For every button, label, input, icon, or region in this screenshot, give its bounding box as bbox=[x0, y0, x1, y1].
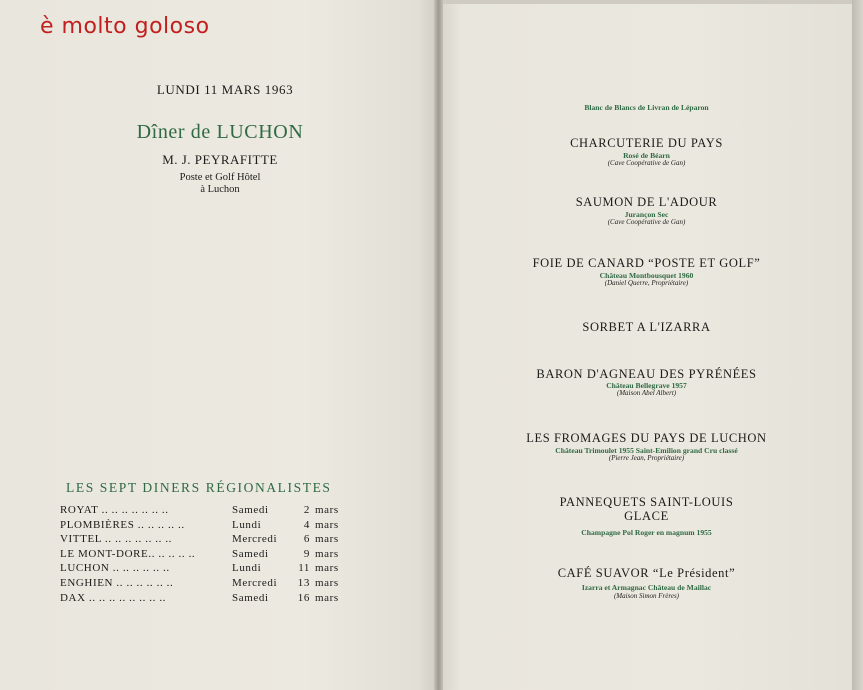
course-wine: Jurançon Sec bbox=[624, 210, 669, 219]
schedule-date: 16 bbox=[297, 591, 310, 604]
table-surface bbox=[852, 0, 863, 690]
dinner-date: LUNDI 11 MARS 1963 bbox=[156, 82, 294, 97]
schedule-list bbox=[60, 504, 360, 606]
schedule-city: LE MONT-DORE.. .. .. .. .. bbox=[60, 547, 196, 560]
schedule-month: mars bbox=[315, 533, 339, 546]
schedule-date: 4 bbox=[303, 518, 310, 531]
course-dish: CAFÉ SUAVOR “Le Président” bbox=[557, 566, 736, 580]
course-dish: SAUMON DE L'ADOUR bbox=[575, 195, 718, 209]
course-maker: (Cave Coopérative de Gan) bbox=[607, 159, 686, 167]
course-maker: (Maison Abel Albert) bbox=[616, 389, 677, 397]
course-dish: FOIE DE CANARD “POSTE ET GOLF” bbox=[532, 256, 761, 270]
schedule-row bbox=[60, 504, 360, 519]
course-maker: (Cave Coopérative de Gan) bbox=[607, 218, 686, 226]
schedule-title: LES SEPT DINERS RÉGIONALISTES bbox=[66, 480, 332, 495]
course-dish: PANNEQUETS SAINT-LOUIS bbox=[559, 495, 734, 509]
schedule-row bbox=[60, 562, 360, 577]
schedule-day: Mercredi bbox=[232, 576, 278, 589]
course-wine: Château Bellegrave 1957 bbox=[606, 381, 687, 390]
course-wine: Château Trimoulet 1955 Saint-Emilion grand Cru classé bbox=[555, 446, 738, 455]
schedule-month: mars bbox=[315, 576, 339, 589]
schedule-day: Lundi bbox=[232, 518, 262, 531]
schedule-day: Samedi bbox=[232, 591, 269, 604]
schedule-city: ENGHIEN .. .. .. .. .. .. bbox=[60, 576, 174, 589]
schedule-month: mars bbox=[315, 591, 339, 604]
chef-name: M. J. PEYRAFITTE bbox=[162, 152, 278, 167]
venue-line-1: Poste et Golf Hôtel bbox=[179, 172, 261, 183]
course-maker: (Maison Simon Frères) bbox=[613, 592, 680, 600]
course-wine: Izarra et Armagnac Château de Maillac bbox=[581, 583, 712, 592]
course-dish: CHARCUTERIE DU PAYS bbox=[570, 136, 723, 150]
course-dish: BARON D'AGNEAU DES PYRÉNÉES bbox=[536, 367, 757, 381]
schedule-month: mars bbox=[315, 504, 339, 516]
schedule-day: Samedi bbox=[232, 547, 269, 560]
schedule-city: DAX .. .. .. .. .. .. .. .. bbox=[60, 591, 167, 604]
course-maker: (Daniel Querre, Propriétaire) bbox=[604, 279, 689, 287]
course-maker: (Pierre Jean, Propriétaire) bbox=[608, 454, 685, 462]
schedule-row bbox=[60, 519, 360, 534]
schedule-month: mars bbox=[315, 518, 339, 531]
dinner-title: Dîner de LUCHON bbox=[136, 121, 304, 143]
schedule-month: mars bbox=[315, 562, 339, 575]
schedule-day: Samedi bbox=[232, 504, 269, 516]
course-dish-line-2: GLACE bbox=[624, 509, 669, 523]
course-wine: Château Montbousquet 1960 bbox=[599, 271, 694, 280]
schedule-city: LUCHON .. .. .. .. .. .. bbox=[60, 562, 170, 575]
schedule-city: PLOMBIÈRES .. .. .. .. .. bbox=[60, 518, 185, 531]
schedule-row bbox=[60, 533, 360, 548]
schedule-day: Mercredi bbox=[232, 533, 278, 546]
course-dish: LES FROMAGES DU PAYS DE LUCHON bbox=[526, 431, 767, 445]
handwritten-annotation: è molto goloso bbox=[40, 14, 210, 39]
course-dish: SORBET A L'IZARRA bbox=[582, 320, 711, 334]
schedule-row bbox=[60, 577, 360, 592]
schedule-row bbox=[60, 548, 360, 563]
schedule-day: Lundi bbox=[232, 562, 262, 575]
schedule-date: 9 bbox=[303, 547, 310, 560]
aperitif-wine: Blanc de Blancs de Livran de Léparon bbox=[584, 103, 709, 112]
course-wine: Champagne Pol Roger en magnum 1955 bbox=[581, 528, 712, 537]
schedule-date: 6 bbox=[303, 533, 310, 546]
schedule-row bbox=[60, 592, 360, 607]
schedule-date: 2 bbox=[303, 504, 310, 516]
course-wine: Rosé de Béarn bbox=[623, 151, 670, 160]
schedule-city: ROYAT .. .. .. .. .. .. .. bbox=[60, 504, 169, 516]
venue-line-2: à Luchon bbox=[200, 184, 240, 195]
schedule-month: mars bbox=[315, 547, 339, 560]
schedule-date: 11 bbox=[298, 562, 310, 575]
schedule-date: 13 bbox=[297, 576, 310, 589]
schedule-city: VITTEL .. .. .. .. .. .. .. bbox=[60, 533, 173, 546]
